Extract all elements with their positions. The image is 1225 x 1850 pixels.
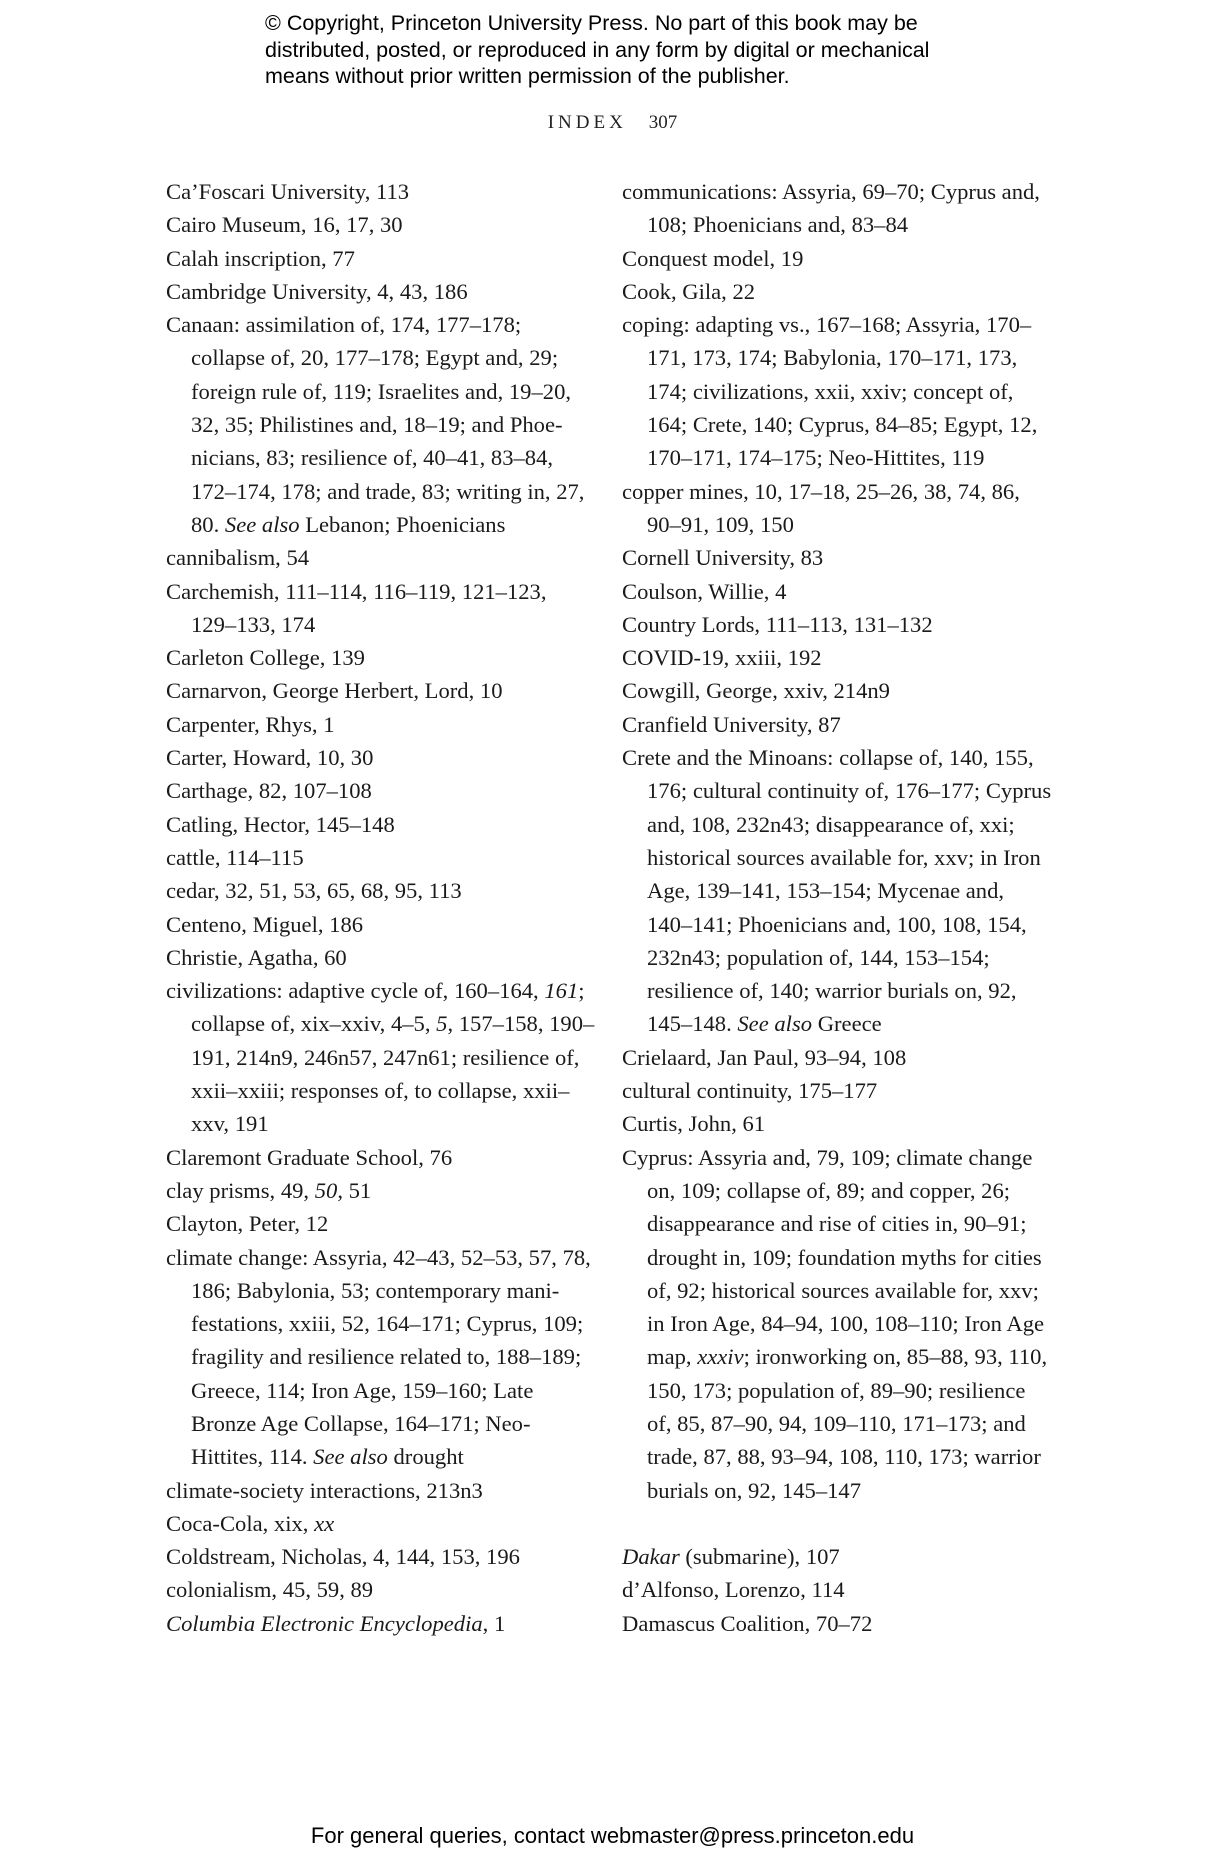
index-entry-text: Carter, Howard, 10, 30 [166, 745, 374, 771]
index-entry [622, 575, 1052, 608]
index-entry-text: COVID-19, xxiii, 192 [622, 645, 822, 671]
index-entry-text: cedar, 32, 51, 53, 65, 68, 95, 113 [166, 878, 462, 904]
index-entry-text: Centeno, Miguel, 186 [166, 911, 364, 937]
index-entry-text: drought [387, 1444, 464, 1470]
index-entry-text: Canaan: assimilation of, 174, 177–178; collapse of, 20, 177–178; Egypt and, 29; foreign rule of, 119; Israelites and, 19–20, 32, 35; Philistines and, 18–19; and Phoenicians, 83; resilience of, 40–41, 83–84, 172–174, 178; and trade, 83; writing in, 27, 80. [166, 312, 585, 537]
index-entry [166, 674, 596, 707]
index-entry-text: d’Alfonso, Lorenzo, 114 [622, 1577, 845, 1603]
index-entry [166, 708, 596, 741]
index-entry-text: Claremont Graduate School, 76 [166, 1144, 453, 1170]
index-entry [166, 541, 596, 574]
index-entry [166, 908, 596, 941]
index-entry-text: Carnarvon, George Herbert, Lord, 10 [166, 678, 503, 704]
index-entry [622, 1107, 1052, 1140]
index-entry-text: Greece [812, 1011, 882, 1037]
index-entry [166, 1174, 596, 1207]
index-entry-text: cattle, 114–115 [166, 844, 304, 870]
index-entry [622, 1141, 1052, 1507]
index-entry [166, 974, 596, 1140]
index-entry [166, 1607, 596, 1640]
index-entry-text: Cook, Gila, 22 [622, 278, 756, 304]
index-entry-text: copper mines, 10, 17–18, 25–26, 38, 74, 86, 90–91, 109, 150 [622, 478, 1020, 537]
index-entry-text: Carchemish, 111–114, 116–119, 121–123, 129–133, 174 [166, 578, 547, 637]
index-entry-text: Lebanon; Phoenicians [299, 511, 506, 537]
index-entry [166, 1207, 596, 1240]
index-entry [166, 641, 596, 674]
index-entry-text: Clayton, Peter, 12 [166, 1211, 329, 1237]
index-entry [622, 1607, 1052, 1640]
index-entry [166, 874, 596, 907]
index-entry-text: cannibalism, 54 [166, 545, 310, 571]
index-entry-text: See also [737, 1011, 813, 1037]
running-head-title: INDEX [547, 112, 627, 133]
index-entry-text: , 51 [337, 1177, 372, 1203]
index-entry [166, 941, 596, 974]
index-entry [166, 774, 596, 807]
index-entry [622, 275, 1052, 308]
footer-contact: For general queries, contact webmaster@press.princeton.edu [310, 1823, 915, 1848]
index-entry [166, 1540, 596, 1573]
index-entry-text: Carleton College, 139 [166, 645, 365, 671]
index-entry-text: Crete and the Minoans: collapse of, 140, 155, 176; cultural continuity of, 176–177; Cyprus and, 108, 232n43; disappearance of, xxi; historical sources available for, xxv; in Iron Age, 139–141, 153–154; Mycenae and, 140–141; Phoenicians and, 100, 108, 154, 232n43; population of, 144, 153–154; resilience of, 140; warrior burials on, 92, 145–148. [622, 745, 1052, 1037]
page-number: 307 [648, 112, 678, 133]
index-entry-text: Columbia Electronic Encyclopedia [166, 1610, 483, 1636]
index-entry [166, 208, 596, 241]
index-entry-text: Crielaard, Jan Paul, 93–94, 108 [622, 1044, 907, 1070]
index-entry-text: Catling, Hector, 145–148 [166, 811, 395, 837]
index-entry-text: ; ironworking on, 85–88, 93, 110, 150, 173; population of, 89–90; resilience of, 85, 87–90, 94, 109–110, 171–173; and trade, 87, 88, 93–94, 108, 110, 173; warrior burials on, 92, 145–147 [647, 1344, 1048, 1503]
index-entry-text: coping: adapting vs., 167–168; Assyria, 170–171, 173, 174; Babylonia, 170–171, 173, 174; civilizations, xxii, xxiv; concept of, 164; Crete, 140; Cyprus, 84–85; Egypt, 12, 170–171, 174–175; Neo-Hittites, 119 [622, 312, 1038, 471]
index-entry [622, 1573, 1052, 1606]
index-entry [622, 1041, 1052, 1074]
index-entry-text: Cowgill, George, xxiv, 214n9 [622, 678, 890, 704]
index-entry-text: 5 [436, 1011, 448, 1037]
index-entry-text: , 1 [482, 1610, 506, 1636]
index-entry [622, 308, 1052, 474]
index-entry-text: Cranfield University, 87 [622, 711, 841, 737]
index-entry [622, 541, 1052, 574]
index-column-right [622, 175, 1052, 1640]
index-entry [166, 175, 596, 208]
index-entry-text: Dakar [622, 1544, 680, 1570]
index-entry [622, 741, 1052, 1041]
index-entry-text: 50 [314, 1177, 338, 1203]
index-entry [166, 841, 596, 874]
index-entry [166, 1241, 596, 1474]
index-entry [166, 242, 596, 275]
index-entry [166, 808, 596, 841]
index-entry-text: clay prisms, 49, [166, 1177, 315, 1203]
index-entry [166, 1507, 596, 1540]
index-entry [166, 1474, 596, 1507]
index-entry [622, 1540, 1052, 1573]
index-entry-text: Coulson, Willie, 4 [622, 578, 787, 604]
copyright-line: © Copyright, Princeton University Press. No part of this book may be [265, 11, 918, 35]
index-entry-text: colonialism, 45, 59, 89 [166, 1577, 374, 1603]
index-entry [166, 1573, 596, 1606]
index-entry-text: Damascus Coalition, 70–72 [622, 1610, 873, 1636]
index-entry [166, 308, 596, 541]
index-entry [622, 475, 1052, 542]
index-entry [166, 275, 596, 308]
index-entry-text: Carthage, 82, 107–108 [166, 778, 372, 804]
index-entry-text: Curtis, John, 61 [622, 1111, 766, 1137]
index-entry-text: See also [313, 1444, 388, 1470]
index-entry-text: xx [314, 1510, 335, 1536]
index-entry-text: Calah inscription, 77 [166, 245, 355, 271]
running-head [0, 112, 1225, 134]
index-entry-text: Cornell University, 83 [622, 545, 824, 571]
index-entry-text: , 157–158, 190–191, 214n9, 246n57, 247n61; resilience of, xxii–xxiii; responses of, to collapse, xxii–xxv, 191 [191, 1011, 595, 1137]
index-entry-text: Carpenter, Rhys, 1 [166, 711, 335, 737]
index-entry [622, 641, 1052, 674]
copyright-notice [265, 10, 1025, 90]
index-entry [166, 575, 596, 642]
index-entry-text: xxxiv [697, 1344, 744, 1370]
index-entry-text: civilizations: adaptive cycle of, 160–164, [166, 978, 545, 1004]
index-entry-text: Coldstream, Nicholas, 4, 144, 153, 196 [166, 1544, 520, 1570]
index-entry-text: Cairo Museum, 16, 17, 30 [166, 212, 403, 238]
index-entry-text: (submarine), 107 [679, 1544, 840, 1570]
index-entry [622, 175, 1052, 242]
index-entry-text: Cyprus: Assyria and, 79, 109; climate change on, 109; collapse of, 89; and copper, 26; disappearance and rise of cities in, 90–91; drought in, 109; foundation myths for cities of, 92; historical sources available for, xxv; in Iron Age, 84–94, 100, 108–110; Iron Age map, [622, 1144, 1045, 1370]
index-entry-text: climate change: Assyria, 42–43, 52–53, 57, 78, 186; Babylonia, 53; contemporary manifestations, xxiii, 52, 164–171; Cyprus, 109; fragility and resilience related to, 188–189; Greece, 114; Iron Age, 159–160; Late Bronze Age Collapse, 164–171; Neo-Hittites, 114. [166, 1244, 591, 1470]
index-entry-text: cultural continuity, 175–177 [622, 1078, 878, 1104]
index-entry [622, 674, 1052, 707]
index-entry-text: climate-society interactions, 213n3 [166, 1477, 483, 1503]
index-entry-text: Conquest model, 19 [622, 245, 804, 271]
index-entry-text: communications: Assyria, 69–70; Cyprus and, 108; Phoenicians and, 83–84 [622, 179, 1040, 238]
index-entry [622, 608, 1052, 641]
index-entry [622, 242, 1052, 275]
index-entry [166, 741, 596, 774]
copyright-line: distributed, posted, or reproduced in any form by digital or mechanical [265, 37, 930, 62]
index-entry-text: Cambridge University, 4, 43, 186 [166, 278, 468, 304]
index-entry-text: Coca-Cola, xix, [166, 1510, 315, 1536]
index-entry [622, 1074, 1052, 1107]
index-entry-text: 161 [544, 978, 579, 1004]
index-entry-text: Country Lords, 111–113, 131–132 [622, 611, 933, 637]
index-column-left [166, 175, 596, 1640]
copyright-line: means without prior written permission of the publisher. [265, 64, 790, 88]
index-entry-text: Christie, Agatha, 60 [166, 944, 347, 970]
index-entry-text: Ca’Foscari University, 113 [166, 179, 410, 204]
index-entry [622, 708, 1052, 741]
index-entry-text: ; collapse of, xix–xxiv, 4–5, [191, 978, 585, 1037]
index-entry-text: See also [224, 511, 300, 537]
index-entry [166, 1141, 596, 1174]
